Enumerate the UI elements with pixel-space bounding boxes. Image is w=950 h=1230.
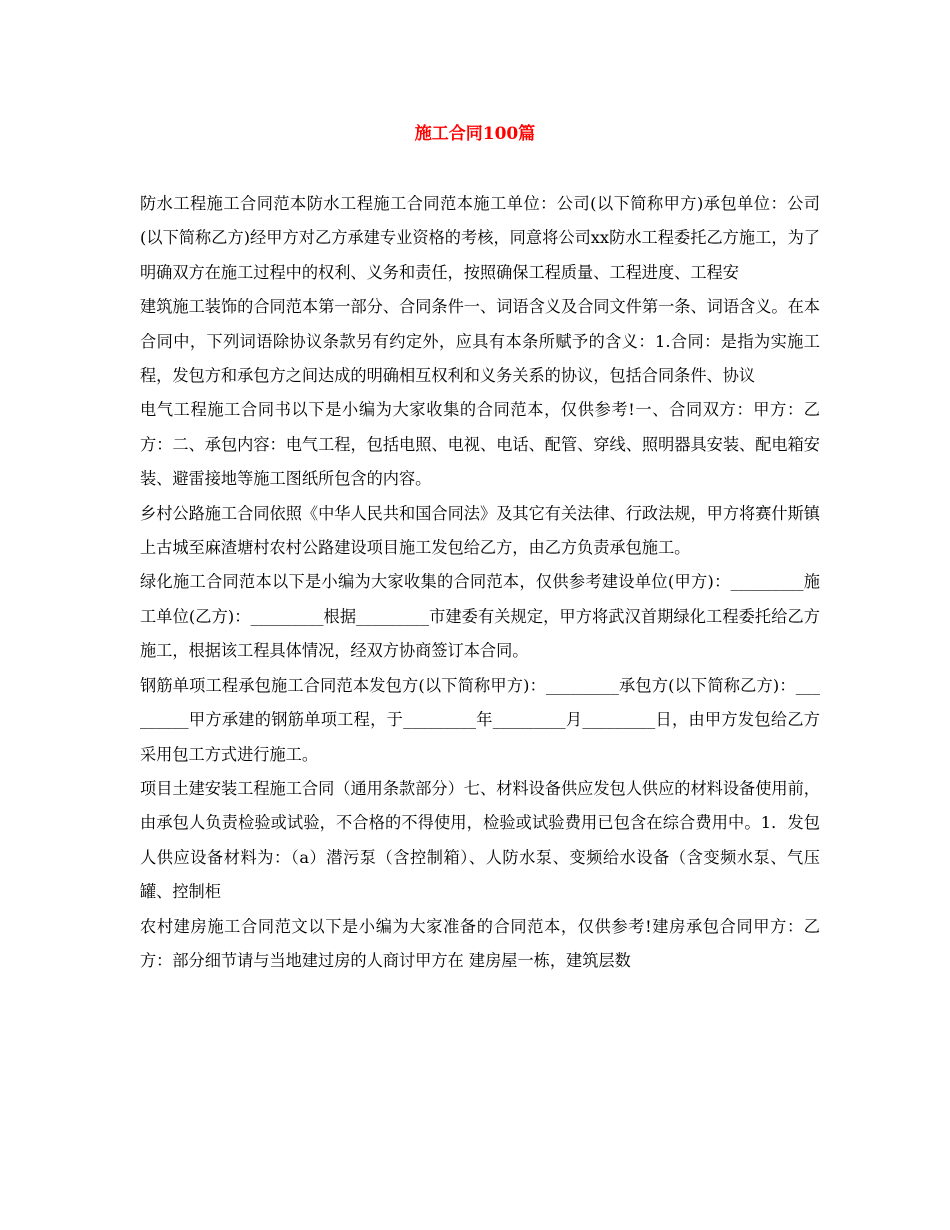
paragraph-decoration-contract: 建筑施工装饰的合同范本第一部分、合同条件一、词语含义及合同文件第一条、词语含义。在本合同中，下列词语除协议条款另有约定外，应具有本条所赋予的含义：1.合同：是指为实施工程，发包方和承包方之间达成的明确相互权利和义务关系的协议，包括合同条件、协议 <box>140 297 820 386</box>
paragraph-greening-contract: 绿化施工合同范本以下是小编为大家收集的合同范本，仅供参考建设单位(甲方)：_________施工单位(乙方)：_________根据_________市建委有关规定，甲方将武汉首期绿化工程委托给乙方施工，根据该工程具体情况，经双方协商签订本合同。 <box>140 572 820 661</box>
paragraph-civil-installation-contract: 项目土建安装工程施工合同（通用条款部分）七、材料设备供应发包人供应的材料设备使用前，由承包人负责检验或试验，不合格的不得使用，检验或试验费用已包含在综合费用中。1．发包人供应设备材料为：（a）潜污泵（含控制箱）、人防水泵、变频给水设备（含变频水泵、气压罐、控制柜 <box>140 778 820 902</box>
paragraph-electrical-contract: 电气工程施工合同书以下是小编为大家收集的合同范本，仅供参考!一、合同双方：甲方：乙方：二、承包内容：电气工程，包括电照、电视、电话、配管、穿线、照明器具安装、配电箱安装、避雷接地等施工图纸所包含的内容。 <box>140 400 820 489</box>
paragraph-rural-road-contract: 乡村公路施工合同依照《中华人民共和国合同法》及其它有关法律、行政法规，甲方将赛什斯镇上古城至麻渣塘村农村公路建设项目施工发包给乙方，由乙方负责承包施工。 <box>140 503 820 558</box>
paragraph-waterproofing-contract: 防水工程施工合同范本防水工程施工合同范本施工单位：公司(以下简称甲方)承包单位：公司(以下简称乙方)经甲方对乙方承建专业资格的考核，同意将公司xx防水工程委托乙方施工，为了明确双方在施工过程中的权利、义务和责任，按照确保工程质量、工程进度、工程安 <box>140 194 820 282</box>
paragraph-rural-housing-contract: 农村建房施工合同范文以下是小编为大家准备的合同范本，仅供参考!建房承包合同甲方：乙方：部分细节请与当地建过房的人商讨甲方在 建房屋一栋，建筑层数 <box>140 916 820 970</box>
document-body <box>140 187 820 978</box>
document-title: 施工合同100篇 <box>414 124 536 144</box>
paragraph-rebar-contract: 钢筋单项工程承包施工合同范本发包方(以下简称甲方)：_________承包方(以下简称乙方)：_________甲方承建的钢筋单项工程，于_________年_________月_________日，由甲方发包给乙方采用包工方式进行施工。 <box>140 675 820 764</box>
